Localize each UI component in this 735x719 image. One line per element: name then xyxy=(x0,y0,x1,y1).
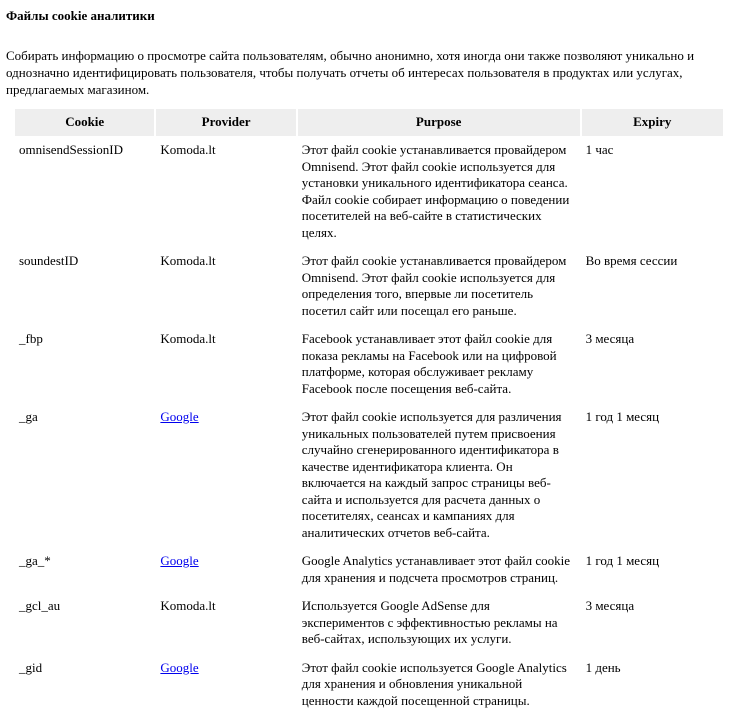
cell-cookie: _gid xyxy=(19,659,43,675)
cell-provider xyxy=(156,656,295,714)
column-header-provider: Provider xyxy=(156,109,295,136)
provider-link[interactable]: Google xyxy=(160,553,199,568)
column-header-purpose: Purpose xyxy=(298,109,580,136)
cell-expiry: 3 месяца xyxy=(585,598,635,613)
table-row xyxy=(15,656,723,714)
table-row xyxy=(15,405,723,545)
column-header-expiry: Expiry xyxy=(582,109,723,136)
cell-cookie: _ga_* xyxy=(19,553,51,568)
column-header-cookie: Cookie xyxy=(15,109,154,136)
cell-expiry: 1 день xyxy=(585,659,621,675)
table-row xyxy=(15,249,723,323)
provider-link[interactable]: Google xyxy=(160,659,199,675)
provider-link[interactable]: Google xyxy=(160,409,199,424)
cookie-table xyxy=(13,107,725,715)
section-description: Собирать информацию о просмотре сайта пользователям, обычно анонимно, хотя иногда они также позволяют уникально и однозначно идентифицировать пользователя, чтобы получать отчеты об интересах пользователя в продуктах или услугах, предлагаемых магазином. xyxy=(6,48,695,97)
cell-provider: Komoda.lt xyxy=(160,253,216,268)
table-header-row xyxy=(15,109,723,136)
cell-expiry: 1 год 1 месяц xyxy=(585,553,660,568)
cell-provider: Komoda.lt xyxy=(160,142,216,157)
cell-expiry: 1 год 1 месяц xyxy=(585,409,660,424)
cell-purpose: Facebook устанавливает этот файл cookie для показа рекламы на Facebook или на цифровой платформе, которая обслуживает рекламу Facebook после посещения веб-сайта. xyxy=(301,331,557,396)
section-title: Файлы cookie аналитики xyxy=(6,8,155,23)
cell-cookie: soundestID xyxy=(19,253,79,268)
cell-cookie: omnisendSessionID xyxy=(19,142,123,157)
cell-purpose: Этот файл cookie используется для различения уникальных пользователей путем присвоения случайно сгенерированного идентификатора в качестве идентификатора клиента. Он включается на каждый запрос страницы веб-сайта и используется для расчета данных о посетителях, сеансах и кампаниях для аналитических отчетов веб-сайта. xyxy=(301,409,562,540)
table-row xyxy=(15,549,723,590)
cell-provider xyxy=(156,405,295,545)
cell-provider: Komoda.lt xyxy=(160,331,216,346)
cell-cookie: _ga xyxy=(19,409,38,424)
cell-expiry: 1 час xyxy=(585,142,614,157)
cell-purpose: Этот файл cookie используется Google Analytics для хранения и обновления уникальной ценности каждой посещенной страницы. xyxy=(301,659,567,708)
cell-purpose: Этот файл cookie устанавливается провайдером Omnisend. Этот файл cookie используется для определения того, впервые ли посетитель посетил сайт или посещал его раньше. xyxy=(301,253,567,318)
cell-purpose: Используется Google AdSense для экспериментов с эффективностью рекламы на веб-сайтах, использующих их услуги. xyxy=(301,598,558,646)
cell-provider xyxy=(156,549,295,590)
cell-cookie: _fbp xyxy=(19,331,43,346)
table-row xyxy=(15,138,723,245)
cookie-table-body xyxy=(15,138,723,713)
cell-expiry: Во время сессии xyxy=(585,253,678,268)
cell-purpose: Этот файл cookie устанавливается провайдером Omnisend. Этот файл cookie используется для установки уникального идентификатора сеанса. Файл cookie собирает информацию о поведении посетителей на веб-сайте в статистических целях. xyxy=(301,142,570,240)
cell-expiry: 3 месяца xyxy=(585,331,635,346)
cell-cookie: _gcl_au xyxy=(19,598,61,613)
table-row xyxy=(15,327,723,401)
cell-provider: Komoda.lt xyxy=(160,598,216,613)
table-row xyxy=(15,594,723,652)
cell-purpose: Google Analytics устанавливает этот файл cookie для хранения и подсчета просмотров страниц. xyxy=(301,553,571,585)
